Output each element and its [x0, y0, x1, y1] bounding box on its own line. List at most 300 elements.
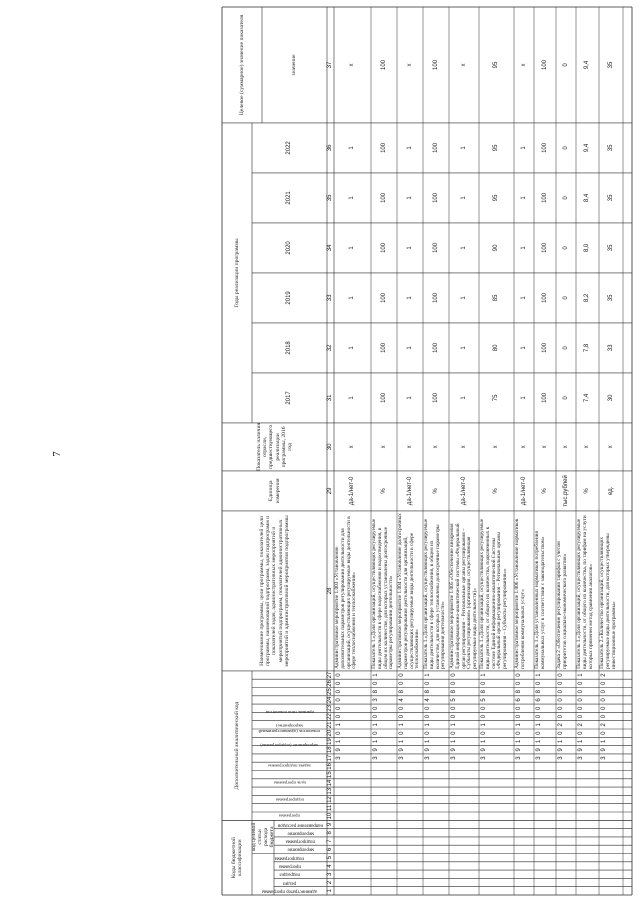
row-code-cell: 1: [335, 739, 342, 744]
row-base-cell: х: [493, 445, 500, 449]
row-code-cell: 0: [398, 681, 405, 686]
row-code-cell: 0: [372, 714, 379, 719]
row-year-value: 100: [432, 192, 439, 203]
column-number: 26: [327, 680, 334, 687]
column-number: 37: [327, 61, 334, 69]
row-code-cell: 2: [600, 673, 607, 677]
row-target-value: х: [406, 63, 413, 67]
year-header: 2021: [286, 191, 293, 205]
row-target-value: 100: [541, 59, 548, 70]
row-code-cell: 0: [450, 681, 457, 686]
row-unit-cell: %: [541, 488, 548, 494]
column-number: 11: [327, 804, 334, 811]
row-unit-cell: тыс.рублей: [562, 475, 569, 507]
row-year-value: 8,4: [584, 193, 591, 203]
row-year-value: 100: [380, 242, 387, 253]
row-code-cell: 1: [424, 673, 431, 677]
row-code-cell: 6: [535, 698, 542, 702]
budget-col-header: администратор программы: [261, 888, 318, 894]
column-number: 15: [327, 771, 334, 779]
row-code-cell: 0: [557, 681, 564, 686]
row-code-cell: 5: [450, 698, 457, 702]
row-code-cell: 3: [577, 756, 584, 760]
row-code-cell: 0: [557, 673, 564, 677]
column-number: 6: [327, 847, 334, 852]
row-year-value: 7,4: [584, 393, 591, 403]
budget-col-header: подпрограмма: [274, 855, 305, 861]
row-year-value: 1: [460, 396, 467, 400]
budget-target-item-header: код целевой статьи расхода бюджета: [250, 822, 276, 852]
year-header: 2022: [286, 141, 293, 155]
budget-col-header: программа: [278, 863, 301, 869]
row-code-cell: 0: [450, 673, 457, 677]
row-year-value: 1: [460, 246, 467, 250]
additional-col-header: цель программы: [273, 780, 306, 786]
budget-col-header: мероприятие: [287, 830, 314, 836]
row-code-cell: 0: [600, 690, 607, 694]
row-code-cell: 5: [480, 698, 487, 702]
row-code-cell: 0: [577, 690, 584, 694]
budget-col-header: мероприятие: [287, 846, 314, 852]
row-year-value: 100: [380, 392, 387, 403]
additional-col-header: мероприятие (подпрограмма): [260, 743, 319, 749]
row-code-cell: 2: [557, 723, 564, 727]
row-year-value: 35: [607, 194, 614, 202]
row-name-cell: Административное мероприятие 1.003 «Установление дополнительных параметров регулирования деятельности для организаций, осуществляющих регулируемые виды деятельности в сфере теплоснабжения и теплоснабжения»: [334, 516, 358, 669]
row-year-value: 0: [562, 346, 569, 350]
row-code-cell: 1: [480, 739, 487, 744]
row-name-cell: Показатель 1.«Доля организаций, осуществляющих регулируемые виды деятельности, от общего их количества, подключенных к системе Единой информационно-аналитической Системы «Федеральный орган регулирования – Региональные органы регулирования – Субъекты регулирования»»: [479, 518, 509, 669]
budget-col-header: подраздел: [279, 871, 300, 877]
column-number: 16: [327, 763, 334, 770]
row-code-cell: 0: [535, 681, 542, 686]
row-code-cell: 0: [335, 714, 342, 719]
row-target-value: 100: [380, 59, 387, 70]
column-number: 25: [327, 688, 334, 696]
row-code-cell: 1: [398, 739, 405, 744]
row-code-cell: 9: [577, 748, 584, 752]
row-code-cell: 1: [450, 723, 457, 727]
row-code-cell: 2: [600, 723, 607, 727]
row-year-value: 35: [607, 294, 614, 302]
column-number: 4: [327, 864, 334, 868]
row-code-cell: 9: [480, 748, 487, 752]
row-code-cell: 4: [424, 698, 431, 702]
row-code-cell: 0: [335, 698, 342, 702]
budget-col-header: направление расходов: [277, 822, 324, 828]
row-year-value: 100: [380, 142, 387, 153]
row-year-value: 1: [460, 196, 467, 200]
row-code-cell: 0: [577, 714, 584, 719]
name-column-header: Наименование программы, цели программы, показателей цели программы, наименований подпрограмм, задач подпрограмм и показателей задач, административных мероприятий и мероприятий подпрограмм, показателей административных мероприятий и административной мероприятия подпрограммы: [259, 515, 290, 667]
row-unit-cell: да-1/нет-0: [349, 476, 356, 506]
budget-col-header: раздел: [282, 880, 297, 886]
row-code-cell: 3: [480, 756, 487, 760]
row-code-cell: 9: [398, 748, 405, 752]
row-year-value: 0: [562, 196, 569, 200]
row-code-cell: 8: [450, 690, 457, 694]
row-code-cell: 0: [480, 706, 487, 710]
target-value-header: значение: [291, 54, 298, 76]
column-number: 7: [327, 839, 334, 843]
row-code-cell: 1: [372, 673, 379, 677]
row-name-cell: Административное мероприятие 1.006 «Установление нормативов потребления коммунальных услуг»: [514, 518, 526, 669]
row-code-cell: 0: [335, 706, 342, 710]
column-number: 20: [327, 729, 334, 737]
row-year-value: 1: [349, 296, 356, 300]
row-code-cell: 0: [535, 731, 542, 735]
column-number: 10: [327, 812, 334, 820]
row-year-value: 1: [520, 346, 527, 350]
row-code-cell: 0: [335, 681, 342, 686]
row-code-cell: 8: [372, 690, 379, 694]
row-unit-cell: ед.: [607, 486, 614, 496]
column-number: 35: [327, 194, 334, 202]
row-code-cell: 3: [515, 756, 522, 760]
row-year-value: 9,4: [584, 143, 591, 153]
row-year-value: 100: [541, 342, 548, 353]
row-code-cell: 3: [535, 756, 542, 760]
row-code-cell: 3: [372, 756, 379, 760]
row-year-value: 1: [349, 196, 356, 200]
year-header: 2018: [286, 341, 293, 355]
row-code-cell: 0: [335, 690, 342, 694]
row-base-cell: х: [432, 445, 439, 449]
row-year-value: 100: [380, 192, 387, 203]
column-number: 28: [327, 587, 334, 595]
row-code-cell: 0: [372, 706, 379, 710]
row-year-value: 1: [406, 296, 413, 300]
column-number: 32: [327, 344, 334, 352]
column-number: 2: [327, 880, 334, 885]
row-code-cell: 1: [577, 673, 584, 677]
column-number: 9: [327, 822, 334, 827]
row-code-cell: 1: [424, 739, 431, 744]
row-code-cell: 1: [600, 739, 607, 744]
row-year-value: 100: [541, 142, 548, 153]
row-code-cell: 1: [480, 673, 487, 677]
row-base-cell: х: [562, 445, 569, 449]
row-year-value: 80: [493, 344, 500, 352]
row-code-cell: 0: [600, 706, 607, 710]
row-year-value: 1: [349, 146, 356, 150]
row-base-cell: х: [607, 445, 614, 449]
row-target-value: х: [460, 63, 467, 67]
row-year-value: 1: [520, 396, 527, 400]
row-code-cell: 0: [335, 731, 342, 735]
row-year-value: 1: [520, 146, 527, 150]
row-code-cell: 3: [424, 756, 431, 760]
row-base-cell: х: [380, 445, 387, 449]
row-unit-cell: да-1/нет-0: [460, 476, 467, 506]
row-year-value: 95: [493, 194, 500, 202]
row-code-cell: 9: [424, 748, 431, 752]
row-code-cell: 8: [424, 690, 431, 694]
row-year-value: 0: [562, 296, 569, 300]
row-code-cell: 0: [480, 714, 487, 719]
row-code-cell: 1: [372, 739, 379, 744]
row-year-value: 1: [406, 346, 413, 350]
row-code-cell: 0: [535, 714, 542, 719]
budget-col-header: подпрограмма: [285, 838, 316, 844]
row-code-cell: 3: [335, 756, 342, 760]
row-code-cell: 1: [424, 723, 431, 727]
row-base-cell: х: [406, 445, 413, 449]
row-year-value: 8,2: [584, 293, 591, 303]
row-code-cell: 1: [535, 739, 542, 744]
row-year-value: 33: [607, 344, 614, 352]
additional-code-header: Дополнительный аналитический код: [233, 701, 240, 790]
row-code-cell: 0: [557, 731, 564, 735]
row-code-cell: 0: [600, 698, 607, 702]
row-year-value: 35: [607, 144, 614, 152]
row-year-value: 0: [562, 396, 569, 400]
row-unit-cell: %: [432, 488, 439, 494]
row-code-cell: 9: [372, 748, 379, 752]
row-target-value: х: [520, 63, 527, 67]
additional-col-header: признак типа показателя: [265, 709, 314, 715]
row-name-cell: Показатель 2.«Количество организаций, осуществляющих регулируемые виды деятельности, для которых утверждены инвестиционные программы»: [599, 533, 617, 669]
column-number: 31: [327, 394, 334, 402]
row-year-value: 100: [432, 342, 439, 353]
row-code-cell: 1: [557, 739, 564, 744]
row-code-cell: 0: [577, 706, 584, 710]
row-code-cell: 1: [335, 723, 342, 727]
row-year-value: 8,0: [584, 243, 591, 253]
row-year-value: 1: [349, 346, 356, 350]
column-number: 27: [327, 671, 334, 679]
row-target-value: х: [349, 63, 356, 67]
row-code-cell: 1: [398, 723, 405, 727]
budget-classification-header: Коды бюджетной классификации: [230, 837, 243, 879]
row-code-cell: 0: [450, 731, 457, 735]
row-code-cell: 4: [398, 698, 405, 702]
row-year-value: 1: [520, 296, 527, 300]
row-code-cell: 3: [600, 756, 607, 760]
row-code-cell: 0: [600, 731, 607, 735]
row-code-cell: 1: [515, 723, 522, 727]
row-year-value: 1: [406, 196, 413, 200]
row-code-cell: 2: [577, 723, 584, 727]
row-code-cell: 1: [535, 723, 542, 727]
row-year-value: 1: [460, 346, 467, 350]
row-code-cell: 0: [424, 681, 431, 686]
row-year-value: 95: [493, 144, 500, 152]
year-header: 2019: [286, 291, 293, 305]
target-group-header: Целевое (суммарное) значение показателя: [238, 14, 245, 116]
column-number: 12: [327, 796, 334, 803]
row-code-cell: 8: [535, 690, 542, 694]
row-code-cell: 3: [557, 756, 564, 760]
column-number: 29: [327, 487, 334, 495]
row-year-value: 1: [520, 246, 527, 250]
row-code-cell: 0: [515, 681, 522, 686]
row-year-value: 100: [432, 292, 439, 303]
column-number: 34: [327, 244, 334, 252]
row-year-value: 100: [432, 392, 439, 403]
year-header: 2020: [286, 241, 293, 255]
column-number: 24: [327, 696, 334, 704]
column-number: 36: [327, 144, 334, 152]
program-indicator-table: [222, 7, 632, 895]
row-code-cell: 9: [600, 748, 607, 752]
row-code-cell: 0: [557, 698, 564, 702]
page-number: 7: [50, 451, 63, 457]
unit-column-header: Единица измерения: [268, 478, 281, 504]
row-code-cell: 0: [372, 681, 379, 686]
row-code-cell: 0: [577, 698, 584, 702]
column-number: 33: [327, 294, 334, 302]
column-number: 23: [327, 704, 334, 712]
row-year-value: 100: [541, 242, 548, 253]
row-code-cell: 9: [557, 748, 564, 752]
row-code-cell: 0: [535, 706, 542, 710]
base-value-header: Показатель наличия отрасли, предшествующего реализации программы, 2016 год: [256, 422, 293, 471]
row-code-cell: 0: [450, 714, 457, 719]
row-year-value: 0: [562, 146, 569, 150]
row-code-cell: 0: [480, 681, 487, 686]
column-number: 3: [327, 872, 334, 876]
row-code-cell: 0: [398, 731, 405, 735]
additional-col-header: показатель (административный мероприятие): [258, 724, 321, 735]
row-code-cell: 8: [398, 690, 405, 694]
row-code-cell: 0: [557, 690, 564, 694]
row-code-cell: 0: [600, 714, 607, 719]
row-year-value: 90: [493, 244, 500, 252]
row-year-value: 0: [562, 246, 569, 250]
row-year-value: 1: [460, 146, 467, 150]
column-number: 5: [327, 856, 334, 860]
row-target-value: 100: [432, 59, 439, 70]
row-code-cell: 1: [450, 739, 457, 744]
row-year-value: 1: [406, 396, 413, 400]
row-code-cell: 3: [372, 698, 379, 702]
years-group-header: Годы реализации программы: [233, 238, 240, 308]
row-name-cell: Административное мероприятие 1.005 «Обеспечение внедрения Единой информационно-аналитической системы «Федеральный орган регулирования – Региональные органы регулирования – Субъекты регулирования» (организация, осуществляющая регулируемые виды деятельности)»: [449, 523, 479, 669]
row-code-cell: 1: [535, 673, 542, 677]
additional-col-header: задача подпрограммы: [268, 763, 311, 769]
row-code-cell: 6: [515, 698, 522, 702]
row-code-cell: 0: [557, 706, 564, 710]
row-name-cell: Административное мероприятие 1.004 «Установление долгосрочных параметров регулирования деятельности для организаций, осуществляющих регулируемые виды деятельности в сфере теплоснабжения»: [397, 513, 421, 669]
row-code-cell: 8: [480, 690, 487, 694]
row-unit-cell: да-1/нет-0: [520, 476, 527, 506]
additional-col-header: программа: [278, 813, 301, 819]
column-number: 14: [327, 779, 334, 787]
row-target-value: 95: [493, 61, 500, 69]
row-code-cell: 0: [515, 731, 522, 735]
row-code-cell: 0: [600, 681, 607, 686]
row-base-cell: х: [460, 445, 467, 449]
row-code-cell: 9: [335, 748, 342, 752]
row-base-cell: х: [584, 445, 591, 449]
column-number: 13: [327, 787, 334, 795]
row-code-cell: 0: [480, 731, 487, 735]
row-year-value: 100: [432, 142, 439, 153]
row-year-value: 100: [541, 392, 548, 403]
column-number: 1: [327, 889, 334, 893]
row-unit-cell: %: [380, 488, 387, 494]
column-number: 21: [327, 721, 334, 729]
row-code-cell: 0: [398, 706, 405, 710]
row-base-cell: х: [541, 445, 548, 449]
row-year-value: 100: [541, 192, 548, 203]
row-code-cell: 0: [515, 714, 522, 719]
row-year-value: 100: [432, 242, 439, 253]
row-code-cell: 0: [515, 706, 522, 710]
row-name-cell: Показатель 1.«Доля организаций, осуществляющих регулируемые виды деятельности в сфере теплоснабжения, в общем их количестве, для которых установлены долгосрочные параметры регулирования деятельности»: [423, 518, 447, 669]
row-year-value: 100: [541, 292, 548, 303]
row-code-cell: 0: [424, 731, 431, 735]
column-number: 19: [327, 738, 334, 745]
additional-col-header: подпрограмма: [275, 797, 304, 803]
row-year-value: 1: [520, 196, 527, 200]
row-base-cell: х: [349, 445, 356, 449]
row-unit-cell: да-1/нет-0: [406, 476, 413, 506]
row-code-cell: 0: [424, 714, 431, 719]
row-year-value: 7,8: [584, 343, 591, 353]
row-year-value: 35: [607, 244, 614, 252]
row-code-cell: 3: [450, 756, 457, 760]
row-year-value: 75: [493, 394, 500, 402]
row-code-cell: 0: [515, 673, 522, 677]
row-base-cell: х: [520, 445, 527, 449]
row-target-value: 9,4: [584, 60, 591, 70]
row-code-cell: 9: [535, 748, 542, 752]
row-year-value: 100: [380, 342, 387, 353]
row-code-cell: 0: [577, 731, 584, 735]
row-code-cell: 1: [372, 723, 379, 727]
row-year-value: 1: [349, 396, 356, 400]
row-code-cell: 0: [577, 681, 584, 686]
row-code-cell: 0: [557, 714, 564, 719]
row-year-value: 1: [460, 296, 467, 300]
row-year-value: 85: [493, 294, 500, 302]
row-code-cell: 9: [515, 748, 522, 752]
column-number: 18: [327, 746, 334, 754]
row-name-cell: Показатель 1.«Доля установленных нормативов потребления коммунальных услуг в соответствии с законодательством»: [534, 531, 546, 669]
row-code-cell: 0: [398, 714, 405, 719]
column-number: 30: [327, 443, 334, 451]
column-number: 8: [327, 831, 334, 835]
row-code-cell: 3: [398, 756, 405, 760]
row-code-cell: 0: [335, 673, 342, 677]
row-code-cell: 0: [424, 706, 431, 710]
row-code-cell: 1: [577, 739, 584, 744]
row-code-cell: 9: [450, 748, 457, 752]
row-code-cell: 0: [450, 706, 457, 710]
row-name-cell: Задача 2 «Обеспечение регулирования тарифов с учетом приоритетов социально-экономического развития»: [556, 541, 568, 669]
row-code-cell: 1: [515, 739, 522, 744]
row-target-value: 0: [562, 63, 569, 67]
row-unit-cell: %: [493, 488, 500, 494]
row-target-value: 35: [607, 61, 614, 69]
row-unit-cell: %: [584, 488, 591, 494]
row-year-value: 100: [380, 292, 387, 303]
row-code-cell: 1: [480, 723, 487, 727]
row-year-value: 1: [349, 246, 356, 250]
row-name-cell: Показатель 1.«Доля организаций, осуществляющих регулируемые виды деятельности в сфере водоснабжения и водоотведения, в общем их количестве, для которых установлены долгосрочные параметры регулирования деятельности»: [371, 518, 395, 669]
row-year-value: 1: [406, 146, 413, 150]
row-code-cell: 0: [372, 731, 379, 735]
row-code-cell: 0: [398, 673, 405, 677]
column-number: 17: [327, 754, 334, 762]
row-name-cell: Показатель 1.«Доля организаций, осуществляющих регулируемые виды деятельности, от общего их количества, по тарифам на услуги которых применен метод сравнения аналогов»: [576, 515, 594, 669]
year-header: 2017: [286, 391, 293, 405]
row-year-value: 30: [607, 394, 614, 402]
column-number: 22: [327, 713, 334, 720]
row-year-value: 1: [406, 246, 413, 250]
